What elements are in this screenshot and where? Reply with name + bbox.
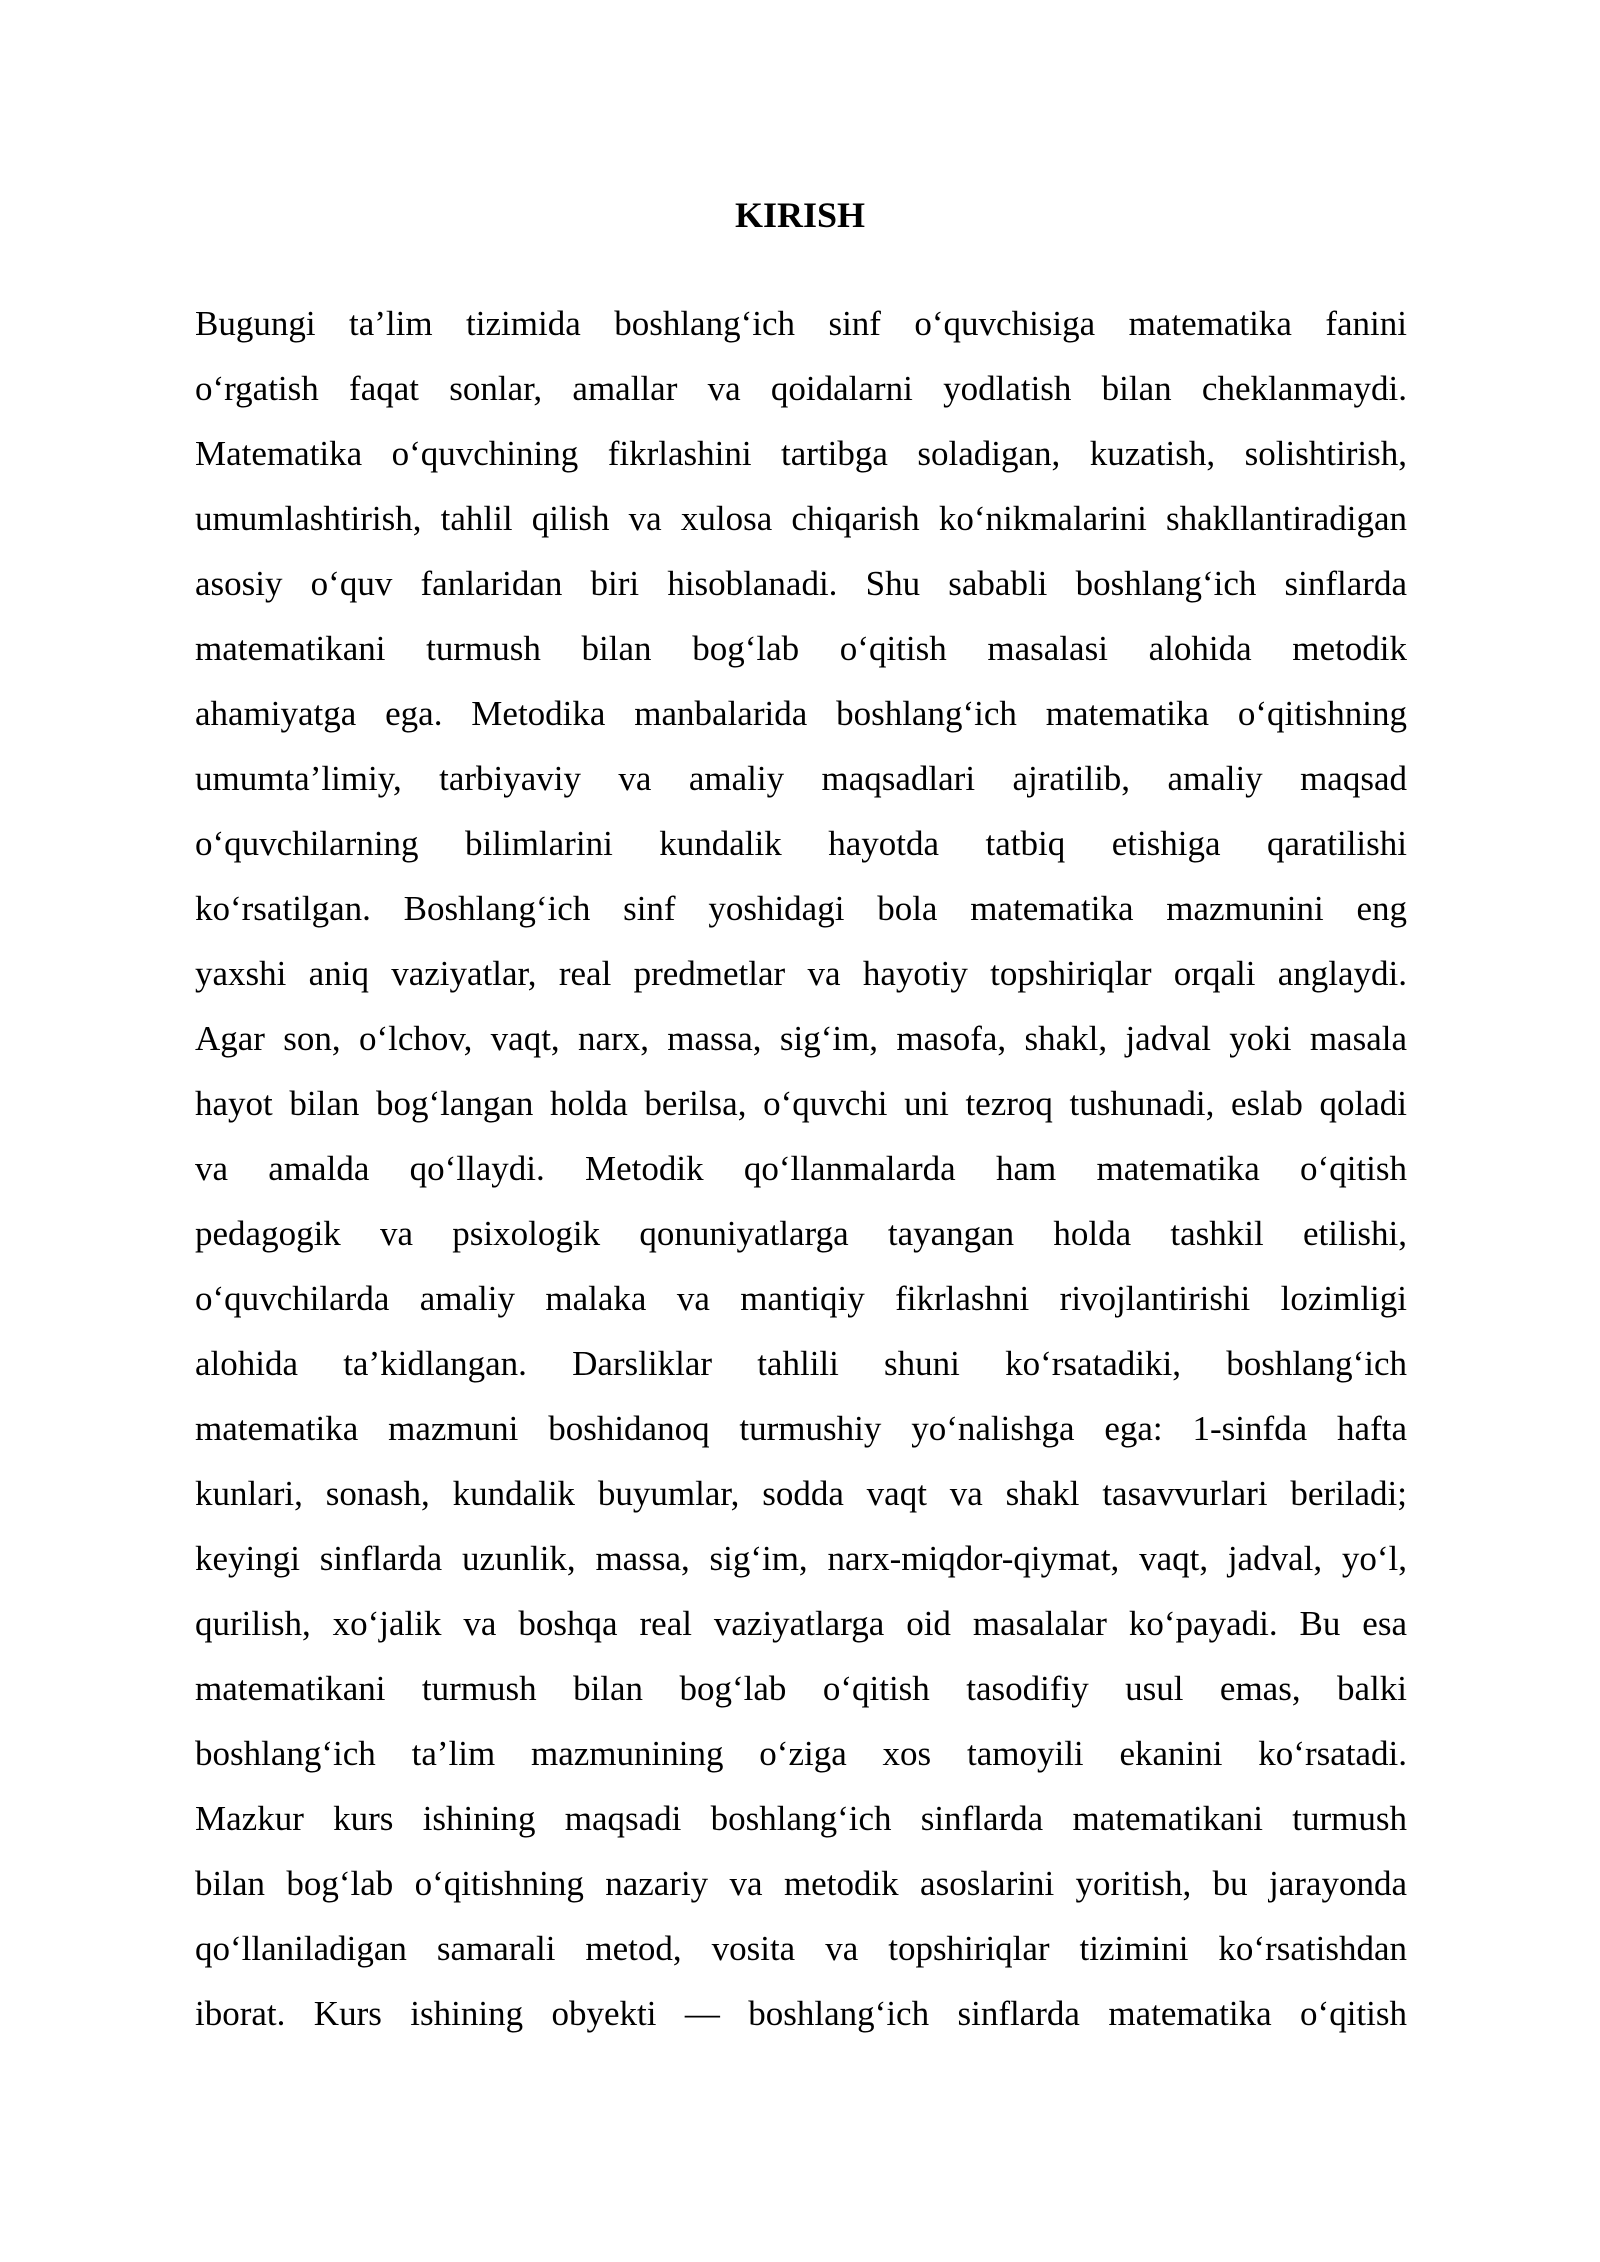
text-line: iborat. Kurs ishining obyekti — boshlang‘ich sinflarda matematika o‘qitish xyxy=(195,1994,1407,2033)
text-line: Mazkur kurs ishining maqsadi boshlang‘ich sinflarda matematikani turmush xyxy=(195,1799,1407,1838)
text-line: Matematika o‘quvchining fikrlashini tartibga soladigan, kuzatish, solishtirish, xyxy=(195,434,1407,473)
text-line: matematikani turmush bilan bog‘lab o‘qitish masalasi alohida metodik xyxy=(195,629,1407,668)
text-line: Agar son, o‘lchov, vaqt, narx, massa, sig‘im, masofa, shakl, jadval yoki masala xyxy=(195,1019,1407,1058)
text-line: Bugungi ta’lim tizimida boshlang‘ich sinf o‘quvchisiga matematika fanini xyxy=(195,304,1407,343)
text-line: ko‘rsatilgan. Boshlang‘ich sinf yoshidagi bola matematika mazmunini eng xyxy=(195,889,1407,928)
text-line: keyingi sinflarda uzunlik, massa, sig‘im, narx-miqdor-qiymat, vaqt, jadval, yo‘l, xyxy=(195,1539,1407,1578)
text-line: asosiy o‘quv fanlaridan biri hisoblanadi. Shu sababli boshlang‘ich sinflarda xyxy=(195,564,1407,603)
text-line: umumta’limiy, tarbiyaviy va amaliy maqsadlari ajratilib, amaliy maqsad xyxy=(195,759,1407,798)
text-line: o‘quvchilarning bilimlarini kundalik hayotda tatbiq etishiga qaratilishi xyxy=(195,824,1407,863)
text-line: yaxshi aniq vaziyatlar, real predmetlar va hayotiy topshiriqlar orqali anglaydi. xyxy=(195,954,1407,993)
text-line: o‘rgatish faqat sonlar, amallar va qoidalarni yodlatish bilan cheklanmaydi. xyxy=(195,369,1407,408)
text-line: bilan bog‘lab o‘qitishning nazariy va metodik asoslarini yoritish, bu jarayonda xyxy=(195,1864,1407,1903)
text-line: umumlashtirish, tahlil qilish va xulosa chiqarish ko‘nikmalarini shakllantiradigan xyxy=(195,499,1407,538)
text-line: qurilish, xo‘jalik va boshqa real vaziyatlarga oid masalalar ko‘payadi. Bu esa xyxy=(195,1604,1407,1643)
text-line: va amalda qo‘llaydi. Metodik qo‘llanmalarda ham matematika o‘qitish xyxy=(195,1149,1407,1188)
text-line: ahamiyatga ega. Metodika manbalarida boshlang‘ich matematika o‘qitishning xyxy=(195,694,1407,733)
text-line: o‘quvchilarda amaliy malaka va mantiqiy fikrlashni rivojlantirishi lozimligi xyxy=(195,1279,1407,1318)
text-line: qo‘llaniladigan samarali metod, vosita va topshiriqlar tizimini ko‘rsatishdan xyxy=(195,1929,1407,1968)
text-line: matematikani turmush bilan bog‘lab o‘qitish tasodifiy usul emas, balki xyxy=(195,1669,1407,1708)
text-line: alohida ta’kidlangan. Darsliklar tahlili shuni ko‘rsatadiki, boshlang‘ich xyxy=(195,1344,1407,1383)
text-line: hayot bilan bog‘langan holda berilsa, o‘quvchi uni tezroq tushunadi, eslab qoladi xyxy=(195,1084,1407,1123)
page-title: KIRISH xyxy=(734,195,866,235)
text-line: pedagogik va psixologik qonuniyatlarga tayangan holda tashkil etilishi, xyxy=(195,1214,1407,1253)
text-line: kunlari, sonash, kundalik buyumlar, sodda vaqt va shakl tasavvurlari beriladi; xyxy=(195,1474,1407,1513)
text-line: boshlang‘ich ta’lim mazmunining o‘ziga xos tamoyili ekanini ko‘rsatadi. xyxy=(195,1734,1407,1773)
body-paragraph xyxy=(195,291,1407,2046)
text-line: matematika mazmuni boshidanoq turmushiy yo‘nalishga ega: 1-sinfda hafta xyxy=(195,1409,1407,1448)
